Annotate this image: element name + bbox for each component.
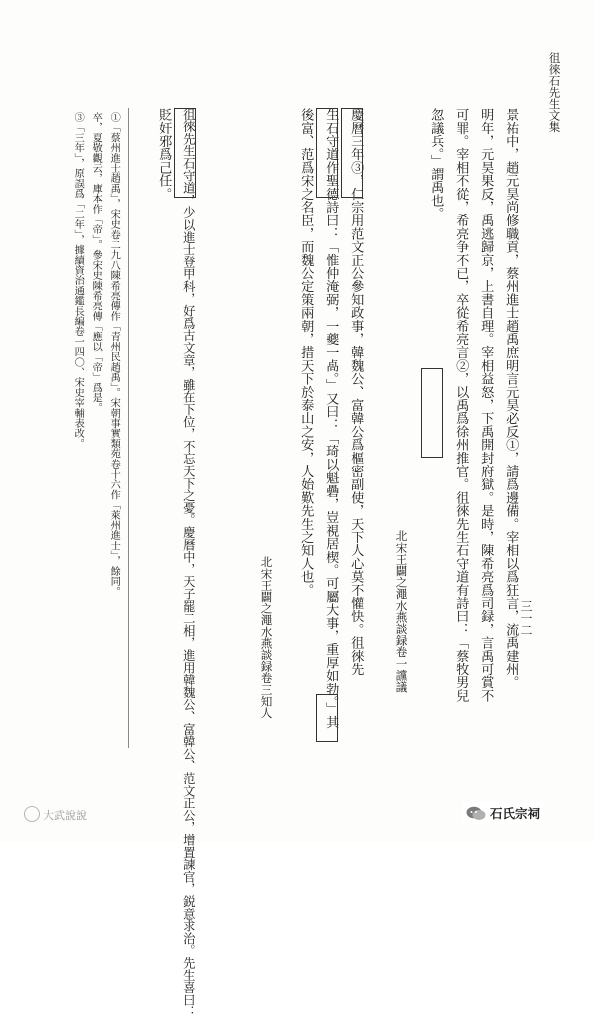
body-column-3: 可罪。宰相不從，希亮争不已，卒從希亮言②，以禹爲徐州推官。徂徠先生石守道有詩曰：「蔡牧男兒 — [453, 108, 469, 702]
watermark-left — [24, 806, 87, 823]
watermark-right — [462, 802, 544, 824]
source-citation-1: 北宋王闢之澠水燕談録卷一讜議 — [394, 530, 409, 693]
watermark-left-text: 大武說說 — [43, 809, 87, 822]
body-column-5: 慶曆三年③，仁宗用范文正公參知政事，韓魏公、富韓公爲樞密副使，天下人心莫不懽快。徂徠先 — [348, 108, 364, 676]
page-number: 三一二 — [519, 600, 533, 636]
footnote-2: 卒，夏敬觀云，庫本作「帝」。參宋史陳希亮傳「應以「帝」爲是。 — [90, 112, 102, 413]
source-citation-2: 北宋王闢之澠水燕談録卷三知人 — [259, 556, 274, 719]
chat-bubble-icon — [466, 806, 486, 821]
body-column-7: 後富、范爲宋之名臣，而魏公定策兩朝，措天下於泰山之安，人始歎先生之知人也。 — [298, 108, 314, 597]
body-column-2: 明年，元昊果反，禹逃歸京，上書自理。宰相益怒，下禹開封府獄。是時，陳希亮爲司録，言禹可賞不 — [478, 108, 494, 702]
watermark-right-text: 石氏宗祠 — [490, 806, 541, 821]
body-column-9: 貶奸邪爲己任。 — [156, 108, 172, 201]
book-title: 徂徠石先生文集 — [547, 52, 562, 133]
body-column-4: 忽議兵。」謂禹也。 — [428, 108, 444, 221]
seal-icon — [24, 806, 40, 822]
body-column-8: 徂徠先生石守道，少以進士登甲科，好爲古文章，雖在下位，不忘天下之憂。慶曆中，天子罷二相，進用韓魏公、富韓公、范文正公，增置諫官，鋭意求治。先生喜曰： — [181, 108, 196, 1018]
footnote-1: ①「蔡州進士趙禹」，宋史卷二九八陳希亮傳作「青州民趙禹」。宋朝事實類苑卷十六作「萊州進士」，餘同。 — [108, 112, 120, 597]
notes-separator — [128, 108, 129, 748]
body-column-6: 生石守道作聖德詩曰：「惟仲淹弼，一夔一卨。」又曰：「琦以魁礨，豈視居楔。可屬大事，重厚如勃。」其 — [323, 108, 339, 729]
footnote-3: ③「三年」，原誤爲「二年」，據續資治通鑑長編卷一四〇、宋史宰輔表改。 — [72, 112, 84, 449]
body-column-1: 景祐中，趙元昊尚修職貢，蔡州進士趙禹庶明言元昊必反①，請爲邊備。宰相以爲狂言，流禹建州。 — [503, 108, 519, 689]
